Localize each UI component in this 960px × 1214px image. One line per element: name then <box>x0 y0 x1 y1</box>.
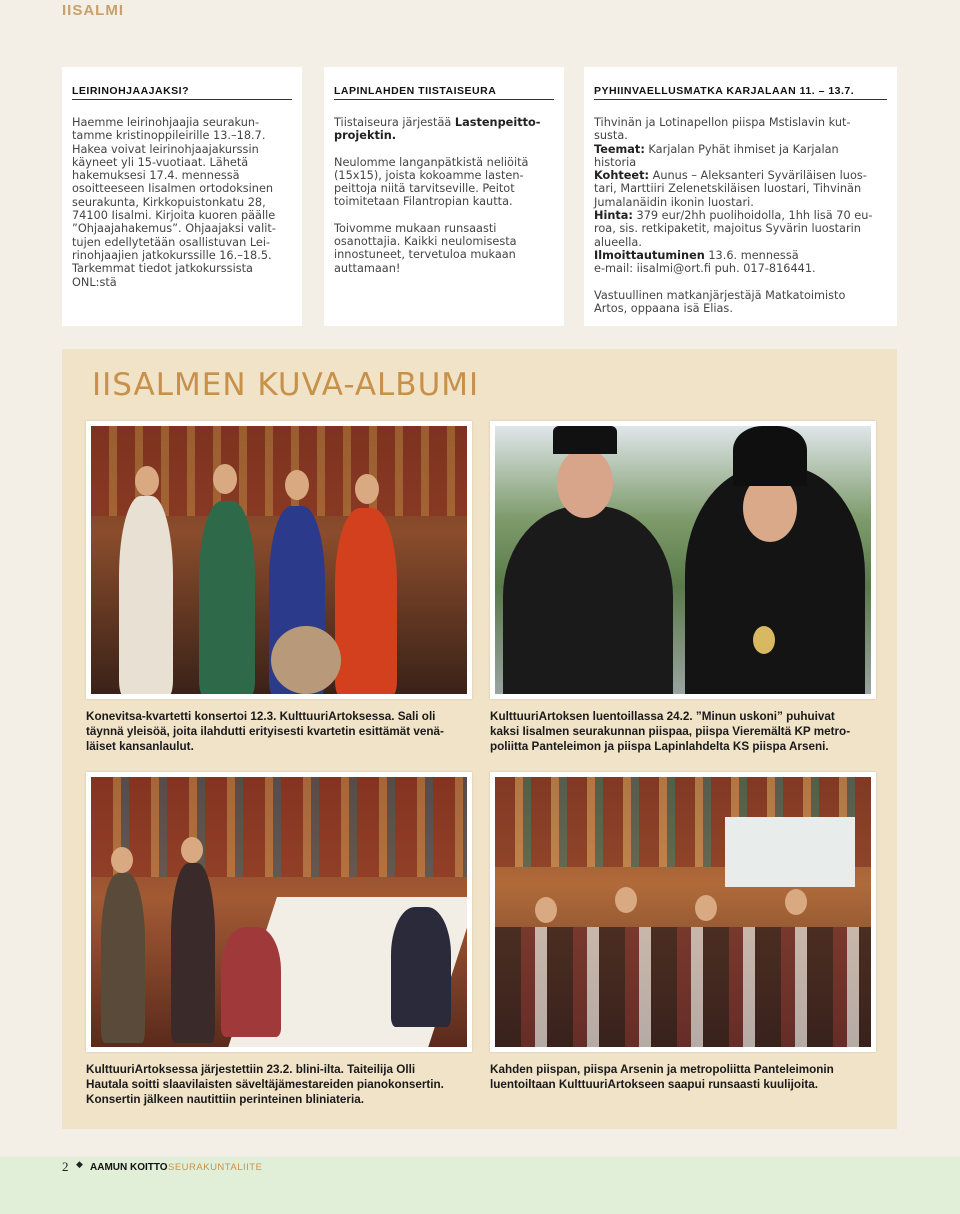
value: Karjalan Pyhät ihmiset ja Karjalan <box>644 142 839 156</box>
audience-image <box>495 777 871 1047</box>
line: Vastuullinen matkanjärjestäjä Matkatoimisto <box>594 288 846 302</box>
caption-quartet <box>86 709 476 755</box>
card-title: LEIRINOHJAAJAKSI? <box>72 85 292 100</box>
value: 13.6. mennessä <box>704 248 799 262</box>
value: 379 eur/2hh puolihoidolla, 1hh lisä 70 eu- <box>632 209 873 223</box>
line: rinohjaajien jatkokurssille 16.–18.5. <box>72 248 272 262</box>
line: Haemme leirinohjaajia seurakun- <box>72 116 260 129</box>
line: tamme kristinoppileirille 13.–18.7. <box>72 129 266 143</box>
line: (15x15), joista kokoamme lasten- <box>334 168 524 182</box>
card-body <box>72 116 292 289</box>
line: hakemuksesi 17.4. mennessä <box>72 169 240 183</box>
value: Jumalanäidin ikonin luostari. <box>594 195 754 209</box>
line: seurakunta, Kirkkopuistonkatu 28, <box>72 195 266 209</box>
intro-text: Tiistaiseura järjestää <box>334 116 455 129</box>
section-tag: IISALMI <box>62 2 124 19</box>
caption-audience <box>490 1062 890 1092</box>
line: peittoja niitä tarvitseville. Peitot <box>334 182 515 196</box>
label: Hinta: <box>594 209 633 223</box>
caption-line: läiset kansanlaulut. <box>86 740 194 754</box>
card-body <box>594 116 887 315</box>
caption-bishops <box>490 709 890 755</box>
line: käyneet yli 15-vuotiaat. Lähetä <box>72 155 249 169</box>
value: alueella. <box>594 235 642 249</box>
photo-blini-dinner <box>86 772 472 1052</box>
line: ONL:stä <box>72 275 117 289</box>
caption-line: kaksi Iisalmen seurakunnan piispaa, piispa Vieremältä KP metro- <box>490 725 851 739</box>
value: e-mail: iisalmi@ort.fi puh. 017-816441. <box>594 262 816 276</box>
caption-line: täynnä yleisöä, joita ilahdutti erityisesti kvartetin esittämät venä- <box>86 725 444 739</box>
blini-dinner-image <box>91 777 467 1047</box>
card-leirinohjaajaksi <box>62 67 302 326</box>
label: Ilmoittautuminen <box>594 248 705 262</box>
paragraph <box>594 116 887 276</box>
line: Hakea voivat leirinohjaajakurssin <box>72 142 259 156</box>
photo-quartet <box>86 421 472 699</box>
paragraph <box>334 156 554 209</box>
line: osanottajia. Kaikki neulomisesta <box>334 235 517 249</box>
caption-line: KulttuuriArtoksessa järjestettiin 23.2. blini-ilta. Taiteilija Olli <box>86 1063 416 1076</box>
line: Toivomme mukaan runsaasti <box>334 221 497 235</box>
caption-blini <box>86 1062 486 1108</box>
value: tari, Marttiiri Zelenetskiläisen luostari, Tihvinän <box>594 182 862 196</box>
photo-bishops <box>490 421 876 699</box>
caption-line: Konsertin jälkeen nautittiin perinteinen bliniateria. <box>86 1093 364 1107</box>
page-number: 2 <box>62 1159 69 1174</box>
caption-line: Konevitsa-kvartetti konsertoi 12.3. KulttuuriArtoksessa. Sali oli <box>86 710 436 723</box>
line: ”Ohjaajahakemus”. Ohjaajaksi valit- <box>72 222 276 236</box>
value: historia <box>594 155 637 169</box>
line: 74100 Iisalmi. Kirjoita kuoren päälle <box>72 209 276 223</box>
diamond-icon: ◆ <box>76 1160 83 1170</box>
card-pyhiinvaellusmatka <box>584 67 897 326</box>
line: Neulomme langanpätkistä neliöitä <box>334 155 529 169</box>
line: innostuneet, tervetuloa mukaan <box>334 248 516 262</box>
intro-bold: Lastenpeitto- <box>454 116 541 129</box>
paragraph <box>334 222 554 275</box>
line: auttamaan! <box>334 261 401 275</box>
caption-line: Kahden piispan, piispa Arsenin ja metropoliitta Panteleimonin <box>490 1063 834 1076</box>
line: osoitteeseen Iisalmen ortodoksinen <box>72 182 274 196</box>
value: Aunus – Aleksanteri Syväriläisen luos- <box>649 169 867 183</box>
caption-line: KulttuuriArtoksen luentoillassa 24.2. ”Minun uskoni” puhuivat <box>490 710 835 723</box>
quartet-image <box>91 426 467 694</box>
page-footer <box>0 1157 960 1214</box>
card-tiistaiseura <box>324 67 564 326</box>
magazine-name: AAMUN KOITTO <box>90 1162 168 1173</box>
album-title: IISALMEN KUVA-ALBUMI <box>92 367 480 403</box>
line: Tihvinän ja Lotinapellon piispa Mstislavin kut- <box>594 116 851 129</box>
card-title: PYHIINVAELLUSMATKA KARJALAAN 11. – 13.7. <box>594 85 887 100</box>
line: toimitetaan Filantropian kautta. <box>334 195 513 209</box>
caption-line: Hautala soitti slaavilaisten säveltäjämestareiden pianokonsertin. <box>86 1078 444 1092</box>
card-body <box>334 116 554 275</box>
intro-bold: projektin. <box>334 129 397 143</box>
caption-line: luentoiltaan KulttuuriArtokseen saapui runsaasti kuulijoita. <box>490 1078 818 1092</box>
card-title: LAPINLAHDEN TIISTAISEURA <box>334 85 554 100</box>
value: roa, sis. retkipaketit, majoitus Syvärin luostarin <box>594 222 861 236</box>
caption-line: poliitta Panteleimon ja piispa Lapinlahdelta KS piispa Arseni. <box>490 740 829 754</box>
intro-paragraph <box>334 116 554 143</box>
line: susta. <box>594 129 628 143</box>
label: Kohteet: <box>594 169 650 183</box>
photo-audience <box>490 772 876 1052</box>
supplement-name: SEURAKUNTALIITE <box>168 1162 263 1173</box>
line: Tarkemmat tiedot jatkokurssista <box>72 262 253 276</box>
paragraph <box>594 289 887 316</box>
label: Teemat: <box>594 142 645 156</box>
bishops-image <box>495 426 871 694</box>
line: Artos, oppaana isä Elias. <box>594 301 733 315</box>
photo-album <box>62 349 897 1129</box>
line: tujen edellytetään osallistuvan Lei- <box>72 235 271 249</box>
